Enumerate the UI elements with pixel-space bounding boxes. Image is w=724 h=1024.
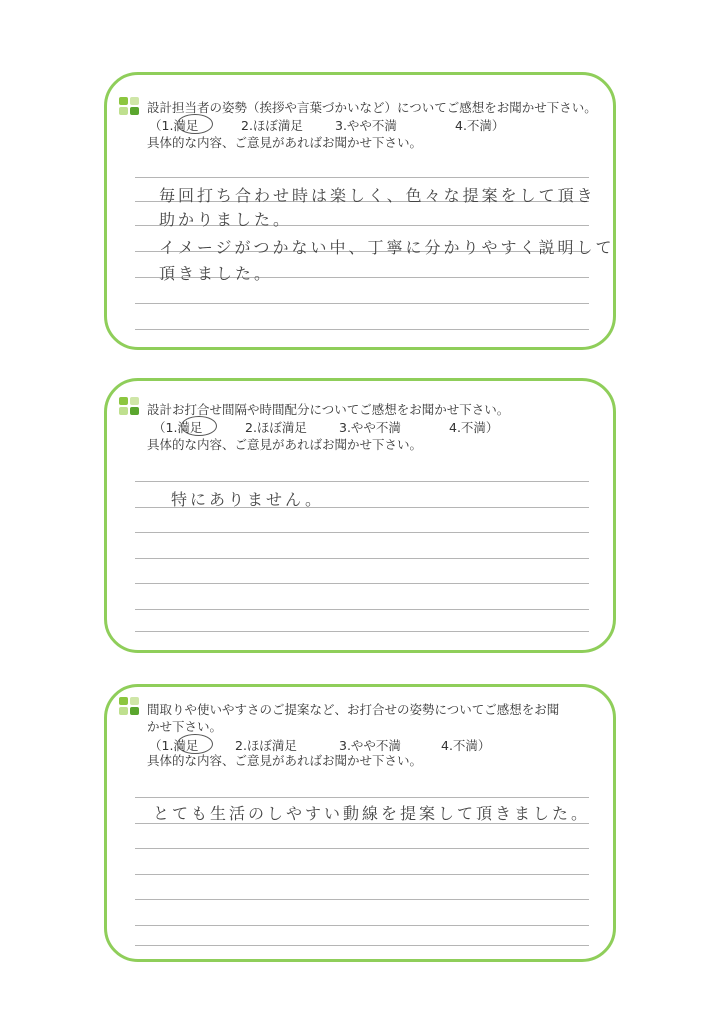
option-2[interactable]: 2.ほぼ満足 [235, 738, 297, 753]
answer-rule [135, 583, 589, 584]
answer-rule [135, 329, 589, 330]
option-4[interactable]: 4.不満） [441, 738, 491, 753]
answer-rule [135, 925, 589, 926]
answer-rule [135, 631, 589, 632]
detail-prompt: 具体的な内容、ご意見があればお聞かせ下さい。 [147, 135, 423, 150]
answer-rule [135, 558, 589, 559]
option-2[interactable]: 2.ほぼ満足 [245, 420, 307, 435]
answer-line: 特にありません。 [171, 490, 324, 509]
logo-icon [119, 397, 141, 417]
option-3[interactable]: 3.やや不満 [339, 420, 401, 435]
question-text: 間取りや使いやすさのご提案など、お打合せの姿勢についてご感想をお聞かせ下さい。 [147, 702, 560, 734]
answer-line: 頂きました。 [159, 264, 274, 283]
answer-rule [135, 797, 589, 798]
question-text: 設計お打合せ間隔や時間配分についてご感想をお聞かせ下さい。 [147, 402, 510, 417]
answer-rule [135, 177, 589, 178]
rating-options [153, 418, 553, 435]
answer-rule [135, 874, 589, 875]
answer-rule [135, 609, 589, 610]
answer-line: とても生活のしやすい動線を提案して頂きました。 [153, 804, 591, 823]
option-1[interactable]: （1.満足 [149, 738, 199, 753]
survey-card-3 [104, 684, 616, 962]
answer-line: 助かりました。 [159, 210, 293, 229]
selected-circle [181, 416, 217, 436]
answer-rule [135, 945, 589, 946]
survey-card-1 [104, 72, 616, 350]
selected-circle [177, 114, 213, 134]
option-4[interactable]: 4.不満） [449, 420, 499, 435]
detail-prompt: 具体的な内容、ご意見があればお聞かせ下さい。 [147, 437, 423, 452]
option-1[interactable]: （1.満足 [153, 420, 203, 435]
rating-options [149, 116, 549, 133]
option-3[interactable]: 3.やや不満 [339, 738, 401, 753]
detail-prompt: 具体的な内容、ご意見があればお聞かせ下さい。 [147, 753, 423, 768]
answer-rule [135, 481, 589, 482]
question-text: 設計担当者の姿勢（挨拶や言葉づかいなど）についてご感想をお聞かせ下さい。 [147, 100, 597, 115]
answer-rule [135, 303, 589, 304]
answer-rule [135, 899, 589, 900]
survey-card-2 [104, 378, 616, 653]
logo-icon [119, 697, 141, 717]
answer-line: 毎回打ち合わせ時は楽しく、色々な提案をして頂き [159, 186, 596, 205]
logo-icon [119, 97, 141, 117]
option-1[interactable]: （1.満足 [149, 118, 199, 133]
answer-rule [135, 532, 589, 533]
option-2[interactable]: 2.ほぼ満足 [241, 118, 303, 133]
answer-line: イメージがつかない中、丁寧に分かりやすく説明して [159, 238, 615, 257]
answer-rule [135, 848, 589, 849]
option-4[interactable]: 4.不満） [455, 118, 505, 133]
option-3[interactable]: 3.やや不満 [335, 118, 397, 133]
